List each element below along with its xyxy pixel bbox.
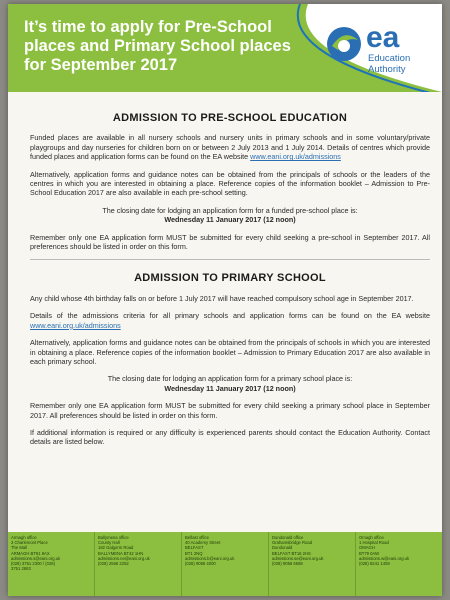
primary-closing-label: The closing date for lodging an application form for a primary school place is: (107, 374, 353, 384)
section-divider (30, 259, 430, 260)
office-line: County Hall (98, 540, 120, 546)
primary-closing-date (30, 374, 430, 393)
preschool-remember-note: Remember only one EA application form MUST be submitted for every child seeking a pre-school in September 2017. All preferences should be listed in order on this form. (30, 232, 430, 252)
logo-ea-text: ea (366, 21, 400, 54)
preschool-closing-date (30, 206, 430, 225)
primary-criteria-text: Details of the admissions criteria for all primary schools and application forms can be found on the EA website (30, 311, 430, 321)
preschool-paragraph-funded (30, 133, 430, 161)
primary-paragraph-criteria (30, 311, 430, 330)
office-dundonald (269, 532, 356, 596)
office-email[interactable]: admissions.ne@eani.org.uk (98, 555, 150, 561)
office-line: 182 Galgorm Road (98, 545, 134, 551)
office-name: Omagh office (359, 535, 384, 540)
office-line: The Mall (11, 545, 28, 551)
office-line: 3 Charlemont Place (11, 540, 48, 546)
office-name: Armagh office (11, 535, 37, 540)
office-line: 1 Hospital Road (359, 540, 389, 546)
office-phone: (028) 9056 4000 (185, 561, 216, 567)
office-line: BELFAST BT16 2HS (272, 550, 311, 556)
preschool-closing-value: Wednesday 11 January 2017 (12 noon) (164, 215, 296, 225)
ea-logo-swirl-icon (324, 24, 364, 64)
office-belfast (182, 532, 269, 596)
office-phone: (028) 3751 2300 / (028) (11, 561, 55, 567)
preschool-admissions-link[interactable]: www.eani.org.uk/admissions (250, 152, 341, 162)
primary-paragraph-age: Any child whose 4th birthday falls on or before 1 July 2017 will have reached compulsory school age in September 2017. (30, 293, 414, 303)
footer-offices-bar (8, 532, 442, 596)
primary-remember-note: Remember only one EA application form MUST be submitted for every child seeking a primary school place in September 2017. All preferences should be listed in order on this form. (30, 401, 430, 420)
office-name: Belfast office (185, 535, 209, 540)
logo-authority-name: Education Authority (368, 53, 411, 75)
office-line: ARMAGH BT61 9AX (11, 550, 50, 556)
office-line: BELFAST (185, 545, 204, 551)
primary-admissions-link[interactable]: www.eani.org.uk/admissions (30, 320, 121, 330)
office-armagh (8, 532, 95, 596)
office-email[interactable]: admissions.w@eani.org.uk (359, 555, 410, 561)
office-line: BT79 0AW (359, 550, 380, 556)
primary-heading: ADMISSION TO PRIMARY SCHOOL (134, 272, 326, 285)
preschool-heading: ADMISSION TO PRE-SCHOOL EDUCATION (112, 112, 348, 124)
office-line: 40 Academy Street (185, 540, 221, 546)
preschool-closing-label: The closing date for lodging an application form for a funded pre-school place is: (102, 205, 358, 215)
office-phone: (028) 9056 6568 (272, 561, 303, 567)
preschool-funded-text: Funded places are available in all nursery schools and nursery units in primary schools and in some voluntary/private playgroups and day nurseries for children born on or between 2 July 2013 and 1 July 2014. Details of centres which provide funded places and application forms can be found on the EA website (30, 133, 430, 162)
header-banner (8, 4, 442, 92)
office-line: OMAGH (359, 545, 375, 551)
office-line: BT1 2NQ (185, 550, 203, 556)
main-content (30, 100, 430, 455)
ea-logo (324, 22, 434, 80)
office-ballymena (95, 532, 182, 596)
preschool-paragraph-alternative: Alternatively, application forms and guidance notes can be obtained from the principals of schools or the leaders of the centres in which you are interested in obtaining a place. Reference copies of the information booklet – Admission to Pre-School Education 2017 are also available in each pre-school setting. (30, 169, 430, 198)
additional-info-note: If additional information is required or any difficulty is experienced parents should contact the Education Authority. Contact details are listed below. (30, 427, 430, 447)
office-line: Grahamsbridge Road (272, 540, 313, 546)
office-omagh (356, 532, 442, 596)
office-line: BALLYMENA BT42 1HN (98, 550, 144, 556)
office-email[interactable]: admissions.b@eani.org.uk (185, 555, 235, 561)
office-phone: (028) 8241 1459 (359, 561, 390, 567)
office-line: 3751 2683 (11, 566, 31, 572)
primary-closing-value: Wednesday 11 January 2017 (12 noon) (164, 383, 296, 393)
office-name: Ballymena office (98, 535, 129, 540)
office-line: Dundonald (272, 545, 293, 551)
office-phone: (028) 2566 2252 (98, 561, 129, 567)
office-email[interactable]: admissions.se@eani.org.uk (272, 555, 324, 561)
primary-paragraph-alternative: Alternatively, application forms and guidance notes can be obtained from the principals of schools in which you are interested in obtaining a place. Reference copies of the information booklet – Admission to Primary Education 2017 are also available in each primary school. (30, 338, 430, 366)
leaflet-page (8, 4, 442, 596)
office-email[interactable]: admissions.s@eani.org.uk (11, 555, 61, 561)
header-title: It’s time to apply for Pre-School places and Primary School places for September 2017 (24, 18, 291, 74)
office-name: Dundonald office (272, 535, 304, 540)
